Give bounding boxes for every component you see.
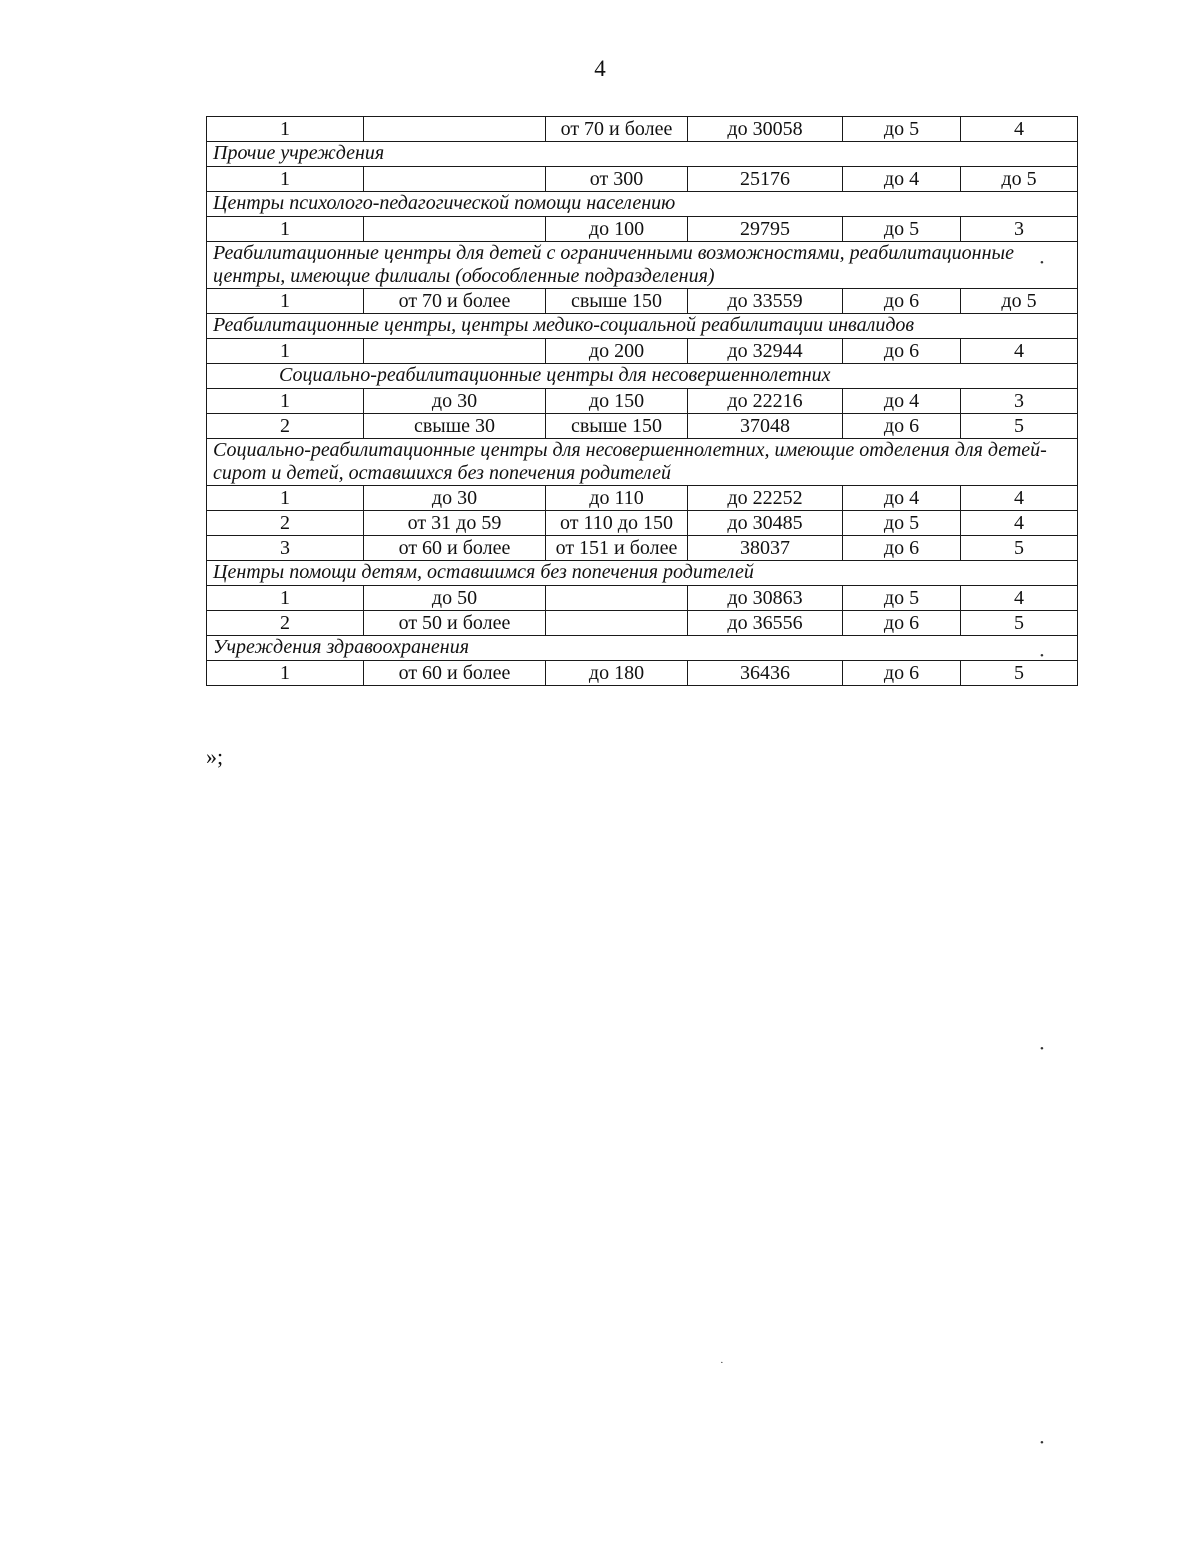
table-cell: 4 <box>961 117 1078 142</box>
table-cell: 1 <box>207 217 364 242</box>
table-cell: 29795 <box>688 217 843 242</box>
section-row <box>207 636 1078 661</box>
table-cell: до 32944 <box>688 339 843 364</box>
table-cell: 2 <box>207 511 364 536</box>
section-title: Реабилитационные центры для детей с ограниченными возможностями, реабилитационные центры, имеющие филиалы (обособленные подразделения) <box>207 242 1078 289</box>
table-cell: 4 <box>961 511 1078 536</box>
table-cell: до 5 <box>961 289 1078 314</box>
table-row <box>207 289 1078 314</box>
table-row <box>207 611 1078 636</box>
table-cell: 2 <box>207 611 364 636</box>
table-row <box>207 511 1078 536</box>
scan-speck: · <box>720 1357 724 1369</box>
section-title: Прочие учреждения <box>207 142 1078 167</box>
table-cell: от 31 до 59 <box>364 511 546 536</box>
table-cell: до 6 <box>843 536 961 561</box>
table-cell: от 110 до 150 <box>546 511 688 536</box>
table-cell: до 30485 <box>688 511 843 536</box>
table-cell: 1 <box>207 339 364 364</box>
table-row <box>207 486 1078 511</box>
table-cell: 5 <box>961 611 1078 636</box>
section-row <box>207 364 1078 389</box>
table-cell: до 110 <box>546 486 688 511</box>
table-cell: до 200 <box>546 339 688 364</box>
table-cell: до 150 <box>546 389 688 414</box>
table-cell: до 50 <box>364 586 546 611</box>
table-cell <box>364 217 546 242</box>
table-cell: до 6 <box>843 611 961 636</box>
table-row <box>207 414 1078 439</box>
table-cell: от 300 <box>546 167 688 192</box>
table-cell: 1 <box>207 117 364 142</box>
table-cell: до 6 <box>843 289 961 314</box>
table-cell <box>364 339 546 364</box>
scan-speck: • <box>1040 1043 1044 1055</box>
table-cell: свыше 150 <box>546 414 688 439</box>
table-row <box>207 586 1078 611</box>
table-cell: до 6 <box>843 414 961 439</box>
table-cell: до 36556 <box>688 611 843 636</box>
table-cell: до 4 <box>843 167 961 192</box>
table-cell: до 5 <box>961 167 1078 192</box>
table-cell <box>546 586 688 611</box>
section-row <box>207 314 1078 339</box>
section-row <box>207 439 1078 486</box>
table-cell: до 6 <box>843 661 961 686</box>
table-cell: до 6 <box>843 339 961 364</box>
table-row <box>207 339 1078 364</box>
table-cell: до 22252 <box>688 486 843 511</box>
table-row <box>207 217 1078 242</box>
table-cell: свыше 30 <box>364 414 546 439</box>
table-row <box>207 661 1078 686</box>
tariff-table <box>206 116 1078 686</box>
table-cell: 4 <box>961 486 1078 511</box>
table-cell: 1 <box>207 389 364 414</box>
table-cell: 3 <box>961 217 1078 242</box>
table-row <box>207 389 1078 414</box>
table-cell: 37048 <box>688 414 843 439</box>
section-title: Учреждения здравоохранения <box>207 636 1078 661</box>
table-cell: 1 <box>207 586 364 611</box>
table-cell: от 70 и более <box>546 117 688 142</box>
table-cell: до 5 <box>843 117 961 142</box>
table-cell: от 70 и более <box>364 289 546 314</box>
table-cell: до 5 <box>843 217 961 242</box>
table-cell: 1 <box>207 167 364 192</box>
table-cell: до 180 <box>546 661 688 686</box>
section-title: Социально-реабилитационные центры для несовершеннолетних <box>207 364 1078 389</box>
table-cell: 38037 <box>688 536 843 561</box>
table-cell: от 60 и более <box>364 661 546 686</box>
table-cell: 4 <box>961 339 1078 364</box>
table-cell: 3 <box>961 389 1078 414</box>
table-row <box>207 117 1078 142</box>
scan-speck: • <box>1040 1437 1044 1449</box>
section-title: Центры помощи детям, оставшимся без попечения родителей <box>207 561 1078 586</box>
section-row <box>207 242 1078 289</box>
table-cell: до 30863 <box>688 586 843 611</box>
closing-quote: »; <box>206 744 224 769</box>
section-row <box>207 192 1078 217</box>
table-row <box>207 536 1078 561</box>
table-cell: 1 <box>207 486 364 511</box>
table-cell: свыше 150 <box>546 289 688 314</box>
table-cell: 5 <box>961 661 1078 686</box>
section-title: Социально-реабилитационные центры для несовершеннолетних, имеющие отделения для детей-сирот и детей, оставшихся без попечения родителей <box>207 439 1078 486</box>
table-cell: 1 <box>207 289 364 314</box>
table-cell <box>364 117 546 142</box>
table-cell: 2 <box>207 414 364 439</box>
table-cell: 25176 <box>688 167 843 192</box>
section-title: Реабилитационные центры, центры медико-социальной реабилитации инвалидов <box>207 314 1078 339</box>
table-cell: до 5 <box>843 511 961 536</box>
section-row <box>207 561 1078 586</box>
table-cell: до 30058 <box>688 117 843 142</box>
table-cell: до 30 <box>364 486 546 511</box>
table-cell: 1 <box>207 661 364 686</box>
table-cell: 36436 <box>688 661 843 686</box>
table-cell: от 50 и более <box>364 611 546 636</box>
table-cell: до 5 <box>843 586 961 611</box>
table-cell: до 4 <box>843 389 961 414</box>
scan-speck: • <box>1040 650 1044 662</box>
table-row <box>207 167 1078 192</box>
page-number: 4 <box>594 56 606 81</box>
table-cell: до 30 <box>364 389 546 414</box>
table-cell <box>546 611 688 636</box>
scan-speck: • <box>1040 257 1044 269</box>
table-cell: 4 <box>961 586 1078 611</box>
table-cell: до 22216 <box>688 389 843 414</box>
table-cell: от 151 и более <box>546 536 688 561</box>
section-title: Центры психолого-педагогической помощи населению <box>207 192 1078 217</box>
section-row <box>207 142 1078 167</box>
table-cell: до 33559 <box>688 289 843 314</box>
table-cell: 3 <box>207 536 364 561</box>
table-cell: 5 <box>961 414 1078 439</box>
table-cell: 5 <box>961 536 1078 561</box>
table-cell: до 4 <box>843 486 961 511</box>
table-cell <box>364 167 546 192</box>
table-cell: до 100 <box>546 217 688 242</box>
table-cell: от 60 и более <box>364 536 546 561</box>
